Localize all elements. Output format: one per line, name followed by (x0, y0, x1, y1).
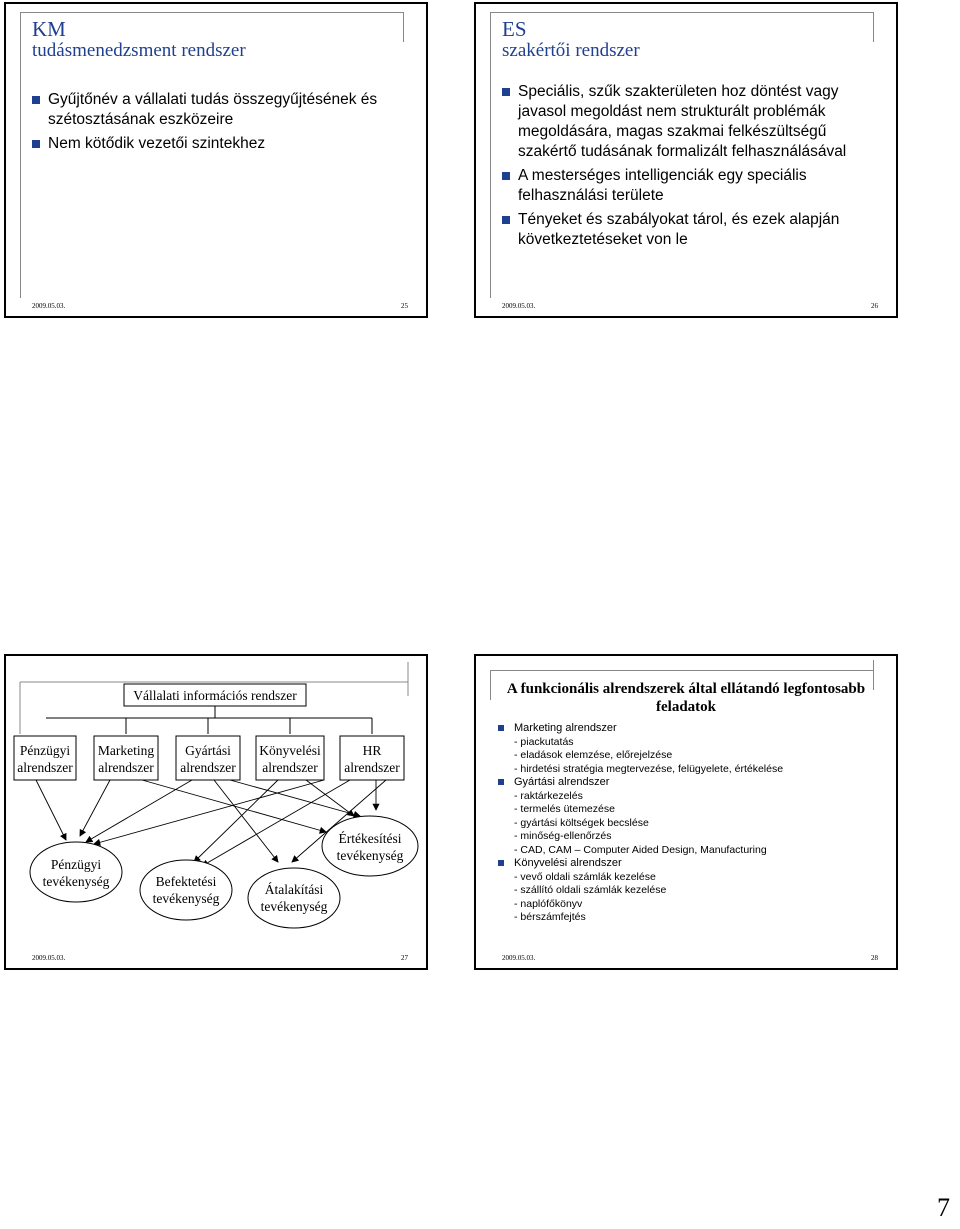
slide-number: 28 (871, 954, 878, 962)
slide-title (32, 18, 246, 62)
slide-frame-line (20, 12, 404, 13)
slide-es (474, 2, 898, 318)
task-groups (498, 722, 878, 925)
activity-label: Értékesítési (338, 831, 402, 846)
task-group-heading: Gyártási alrendszer (498, 776, 878, 790)
subsystem-label: alrendszer (17, 760, 73, 775)
task-item: - raktárkezelés (514, 789, 583, 802)
slide-frame-line (403, 12, 404, 42)
system-diagram (6, 656, 426, 956)
subsystem-label: Könyvelési (259, 743, 321, 758)
activity-label: tevékenység (336, 848, 404, 863)
slide-frame-line (490, 670, 874, 671)
bullet-item: Gyűjtőnév a vállalati tudás összegyűjtésének és szétosztásának eszközeire (32, 90, 422, 130)
slide-title (502, 18, 640, 62)
slide-number: 25 (401, 302, 408, 310)
activity-ellipse-befektetesi (140, 860, 232, 920)
task-group-gyartasi (498, 776, 878, 790)
slide-title: A funkcionális alrendszerek által ellátandó legfontosabb feladatok (506, 681, 866, 715)
activity-ellipse-atalakitasi (248, 868, 340, 928)
task-item: - vevő oldali számlák kezelése (514, 870, 656, 883)
top-system-label: Vállalati információs rendszer (133, 688, 297, 703)
slide-date: 2009.05.03. (32, 954, 66, 962)
slide-frame-line (20, 12, 21, 298)
task-item: - termelés ütemezése (514, 803, 615, 815)
activity-label: tevékenység (152, 891, 220, 906)
subsystem-label: alrendszer (98, 760, 154, 775)
page-number: 7 (937, 1193, 950, 1222)
activity-label: Befektetési (155, 874, 217, 889)
subsystem-label: Pénzügyi (19, 743, 71, 758)
subsystem-label: alrendszer (344, 760, 400, 775)
task-item: - naplófőkönyv (514, 897, 583, 910)
slide-title-sub: tudásmenedzsment rendszer (32, 40, 246, 61)
bullet-item: Speciális, szűk szakterületen hoz döntést vagy javasol megoldást nem strukturált problémák megoldására, magas szakmai felkészültségű szakértő tudásának formalizált felhasználásával (502, 82, 862, 162)
bullet-item: Tényeket és szabályokat tárol, és ezek alapján következtetéseket von le (502, 210, 862, 250)
slide-diagram (4, 654, 428, 970)
task-group-marketing (498, 722, 878, 736)
task-item: - CAD, CAM – Computer Aided Design, Manufacturing (514, 843, 767, 856)
slide-date: 2009.05.03. (32, 302, 66, 310)
activity-ellipse-penzugyi (30, 842, 122, 902)
task-item: - eladások elemzése, előrejelzése (514, 749, 673, 761)
slide-tasks (474, 654, 898, 970)
task-group-heading: Könyvelési alrendszer (498, 857, 878, 871)
slide-number: 27 (401, 954, 408, 962)
subsystem-label: HR (362, 743, 382, 758)
task-item: - gyártási költségek becslése (514, 816, 649, 829)
activity-label: tevékenység (42, 874, 110, 889)
task-group-konyvelesi (498, 857, 878, 871)
activity-label: Pénzügyi (50, 857, 102, 872)
bullet-list (502, 82, 862, 254)
subsystem-label: Marketing (97, 743, 155, 758)
activity-ellipse-ertekesitesi (322, 816, 418, 876)
task-item: - bérszámfejtés (514, 911, 586, 923)
slide-date: 2009.05.03. (502, 954, 536, 962)
slide-title-sub: szakértői rendszer (502, 40, 640, 61)
task-item: - hirdetési stratégia megtervezése, felügyelete, értékelése (514, 762, 784, 775)
subsystem-label: alrendszer (180, 760, 236, 775)
bullet-list (32, 90, 422, 158)
slide-km (4, 2, 428, 318)
slide-title-main: KM (32, 17, 66, 41)
activity-label: tevékenység (260, 899, 328, 914)
task-item: - minőség-ellenőrzés (514, 830, 612, 842)
slide-number: 26 (871, 302, 878, 310)
slide-title-main: ES (502, 17, 527, 41)
task-group-heading: Marketing alrendszer (498, 722, 878, 736)
activity-label: Átalakítási (264, 882, 324, 897)
slide-frame-line (873, 12, 874, 42)
bullet-item: A mesterséges intelligenciák egy speciális felhasználási területe (502, 166, 862, 206)
slide-frame-line (490, 12, 491, 298)
subsystem-label: Gyártási (185, 743, 231, 758)
subsystem-label: alrendszer (262, 760, 318, 775)
slide-date: 2009.05.03. (502, 302, 536, 310)
task-item: - piackutatás (514, 735, 574, 748)
slide-frame-line (490, 12, 874, 13)
bullet-item: Nem kötődik vezetői szintekhez (32, 134, 422, 154)
slide-frame-line (490, 670, 491, 700)
task-item: - szállító oldali számlák kezelése (514, 884, 667, 896)
